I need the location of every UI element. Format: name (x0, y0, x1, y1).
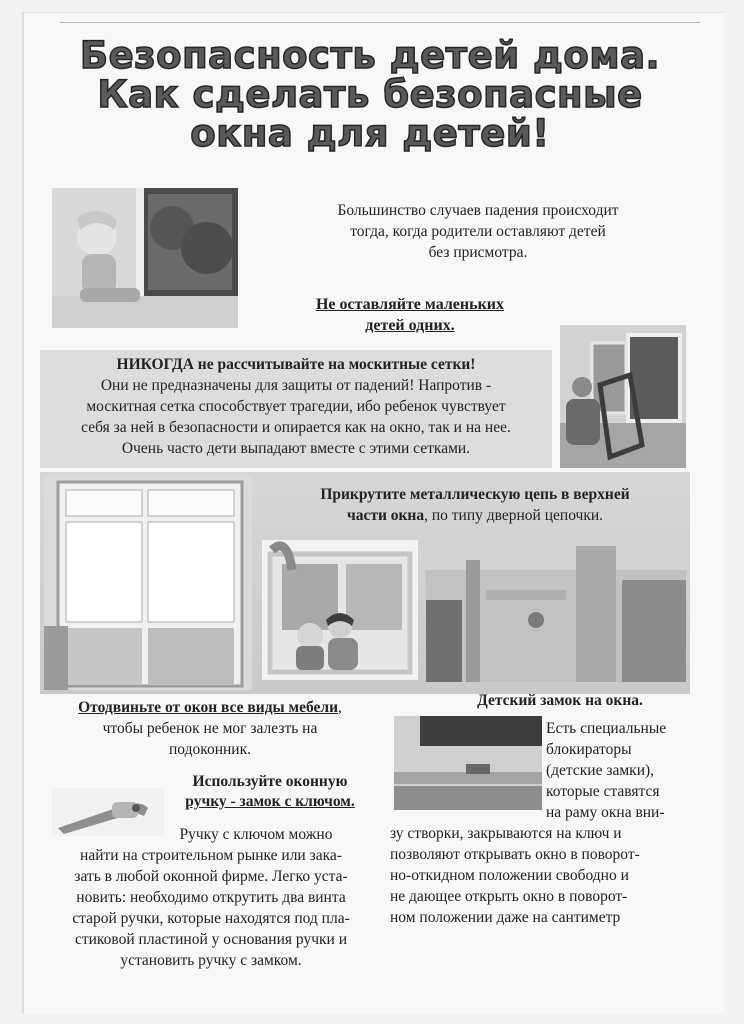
mosquito-heading: НИКОГДА не рассчитывайте на москитные сетки! (116, 356, 476, 373)
furniture-line-2: чтобы ребенок не мог залезть на (102, 720, 318, 737)
mother-child-window-photo (262, 540, 418, 680)
child-lock-f5: ном положении даже на сантиметр (390, 909, 621, 926)
handle-l7: установить ручку с замком. (120, 952, 302, 969)
handle-l5: старой ручки, которые находятся под пла- (72, 910, 350, 927)
handle-l6: стиковой пластиной у основания ручки и (74, 931, 347, 948)
chain-rest: , по типу дверной цепочки. (424, 507, 604, 524)
chain-text (270, 484, 680, 526)
child-lock-r3: (детские замки), (546, 762, 655, 779)
child-lock-side-text (546, 718, 696, 823)
furniture-line-1 (40, 697, 380, 718)
chain-bold-2: части окна (346, 507, 425, 524)
child-lock-f3: но-откидном положении свободно и (390, 867, 629, 884)
intro-text (258, 200, 698, 263)
handle-body-text (36, 824, 386, 971)
mosquito-line-2: москитная сетка способствует трагедии, ибо ребенок чувствует (86, 398, 506, 415)
handle-l2: найти на строительном рынке или зака- (80, 847, 342, 864)
furniture-comma: , (338, 699, 342, 716)
intro-line-2: тогда, когда родители оставляют детей (350, 223, 606, 240)
top-rule (60, 22, 700, 23)
balcony-door-photo (44, 476, 252, 690)
mosquito-line-4: Очень часто дети выпадают вместе с этими сетками. (121, 440, 471, 457)
title-line-1: Безопасность детей дома. (79, 34, 661, 77)
handle-l1: Ручку с ключом можно (179, 826, 333, 843)
mosquito-line-3: себя за ней в безопасности и опирается как на окно, так и на нее. (81, 419, 511, 436)
mosquito-text (40, 354, 552, 459)
child-lock-r2: блокираторы (546, 741, 632, 758)
child-lock-heading: Детский замок на окна. (477, 692, 643, 709)
intro-line-1: Большинство случаев падения происходит (337, 202, 619, 219)
intro-line-3: без присмотра. (428, 244, 528, 261)
window-frame-photo (426, 540, 686, 682)
furniture-line-3: подоконник. (168, 741, 252, 758)
handle-heading-2: ручку - замок с ключом. (185, 793, 355, 810)
child-at-window-photo (52, 188, 238, 328)
furniture-text (40, 697, 380, 760)
page-title (40, 36, 700, 153)
child-lock-body-text (390, 823, 700, 928)
warning-heading (270, 294, 550, 336)
handle-l3: зать в любой оконной фирме. Легко уста- (74, 868, 348, 885)
chain-line-2 (270, 505, 680, 526)
warning-line-1: Не оставляйте маленьких (315, 296, 505, 313)
child-lock-r4: которые ставятся (546, 783, 660, 800)
warning-line-2: детей одних. (365, 317, 455, 334)
child-lock-f4: не дающее открыть окно в поворот- (390, 888, 628, 905)
handle-heading (160, 772, 380, 812)
furniture-bold: Отодвиньте от окон все виды мебели (78, 699, 338, 716)
handle-l4: новить: необходимо открутить два винта (76, 889, 346, 906)
title-line-3: окна для детей! (190, 112, 550, 155)
chain-line-1: Прикрутите металлическую цепь в верхней (320, 486, 630, 503)
handle-heading-1: Используйте оконную (192, 773, 348, 790)
child-lock-f1: зу створки, закрываются на ключ и (390, 825, 622, 842)
child-lock-r5: на раму окна вни- (546, 804, 665, 821)
child-lock-photo (394, 716, 542, 810)
mosquito-line-1: Они не предназначены для защиты от падений! Напротив - (100, 377, 492, 394)
window-installer-photo (560, 325, 686, 468)
title-line-2: Как сделать безопасные (97, 73, 643, 116)
child-lock-f2: позволяют открывать окно в поворот- (390, 846, 640, 863)
child-lock-r1: Есть специальные (546, 720, 667, 737)
